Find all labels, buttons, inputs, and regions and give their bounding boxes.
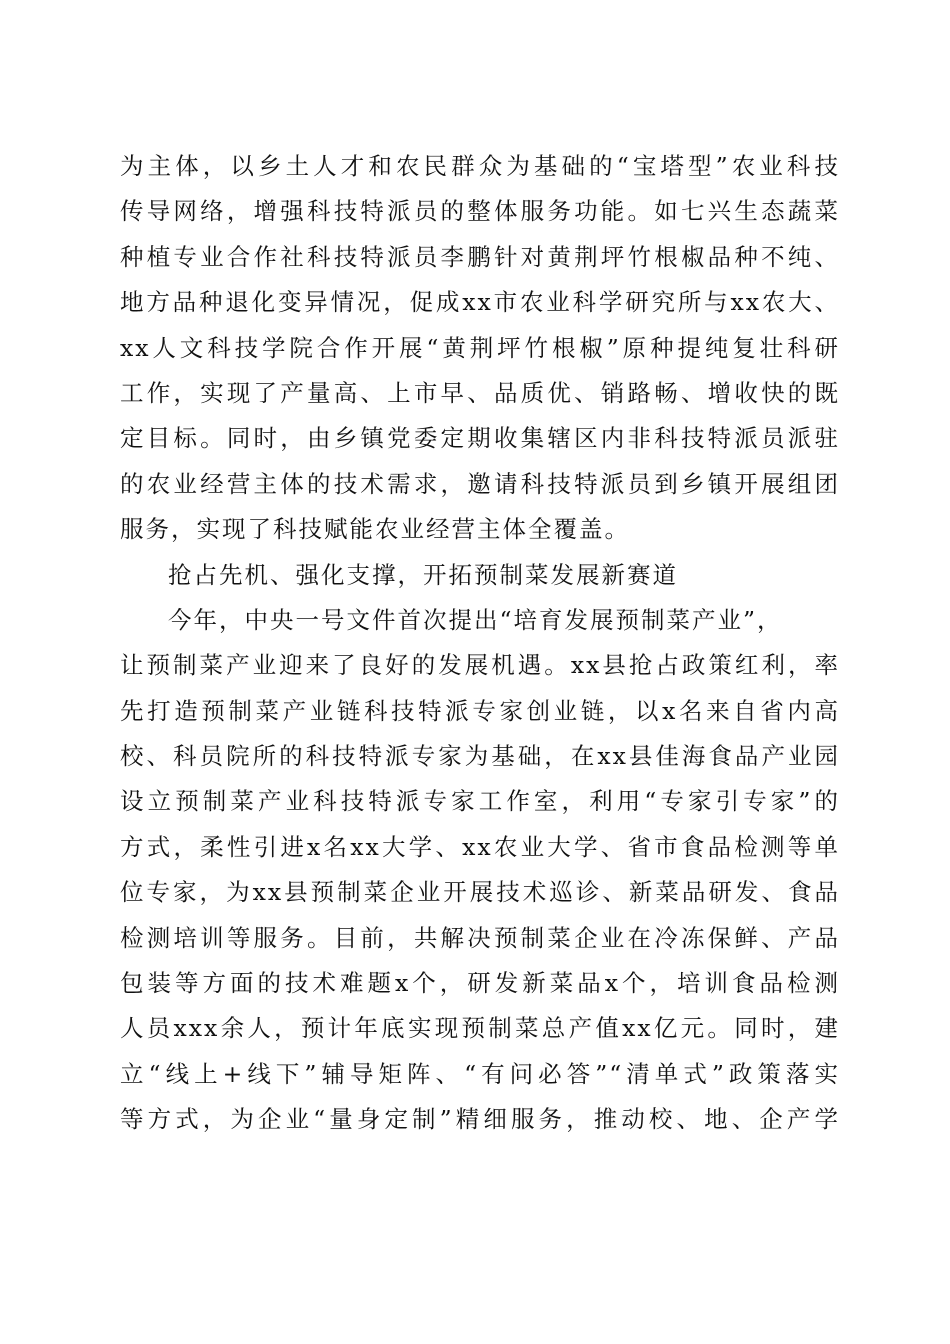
paragraph-line: 包装等方面的技术难题x个，研发新菜品x个，培训食品检测 bbox=[120, 969, 840, 998]
paragraph-line: xx人文科技学院合作开展“黄荆坪竹根椒”原种提纯复壮科研 bbox=[120, 333, 840, 362]
paragraph-line: 工作，实现了产量高、上市早、品质优、销路畅、增收快的既 bbox=[120, 378, 840, 407]
paragraph-line: 种植专业合作社科技特派员李鹏针对黄荆坪竹根椒品种不纯、 bbox=[120, 242, 840, 271]
paragraph-line: 服务，实现了科技赋能农业经营主体全覆盖。 bbox=[120, 515, 630, 544]
paragraph-line: 设立预制菜产业科技特派专家工作室，利用“专家引专家”的 bbox=[120, 787, 840, 816]
paragraph-line: 先打造预制菜产业链科技特派专家创业链，以x名来自省内高 bbox=[120, 696, 840, 725]
paragraph-continued bbox=[120, 144, 840, 553]
paragraph-line: 校、科员院所的科技特派专家为基础，在xx县佳海食品产业园 bbox=[120, 742, 840, 771]
paragraph-line: 检测培训等服务。目前，共解决预制菜企业在冷冻保鲜、产品 bbox=[120, 923, 840, 952]
paragraph-line: 让预制菜产业迎来了良好的发展机遇。xx县抢占政策红利，率 bbox=[120, 651, 840, 680]
paragraph-line: 等方式，为企业“量身定制”精细服务，推动校、地、企产学 bbox=[120, 1105, 840, 1134]
paragraph-line: 传导网络，增强科技特派员的整体服务功能。如七兴生态蔬菜 bbox=[120, 197, 840, 226]
paragraph-line: 立“线上+线下”辅导矩阵、“有问必答”“清单式”政策落实 bbox=[120, 1059, 840, 1088]
paragraph-line: 定目标。同时，由乡镇党委定期收集辖区内非科技特派员派驻 bbox=[120, 424, 840, 453]
paragraph-prepared-food bbox=[120, 598, 840, 1143]
paragraph-line: 位专家，为xx县预制菜企业开展技术巡诊、新菜品研发、食品 bbox=[120, 878, 840, 907]
paragraph-line: 人员xxx余人，预计年底实现预制菜总产值xx亿元。同时，建 bbox=[120, 1014, 840, 1043]
paragraph-line: 的农业经营主体的技术需求，邀请科技特派员到乡镇开展组团 bbox=[120, 469, 840, 498]
paragraph-line: 为主体，以乡土人才和农民群众为基础的“宝塔型”农业科技 bbox=[120, 152, 840, 180]
paragraph-line: 地方品种退化变异情况，促成xx市农业科学研究所与xx农大、 bbox=[120, 288, 840, 317]
document-body bbox=[120, 144, 840, 1143]
paragraph-line: 方式，柔性引进x名xx大学、xx农业大学、省市食品检测等单 bbox=[120, 832, 840, 861]
section-heading: 抢占先机、强化支撑，开拓预制菜发展新赛道 bbox=[168, 560, 678, 589]
paragraph-line: 今年，中央一号文件首次提出“培育发展预制菜产业”， bbox=[168, 605, 783, 634]
